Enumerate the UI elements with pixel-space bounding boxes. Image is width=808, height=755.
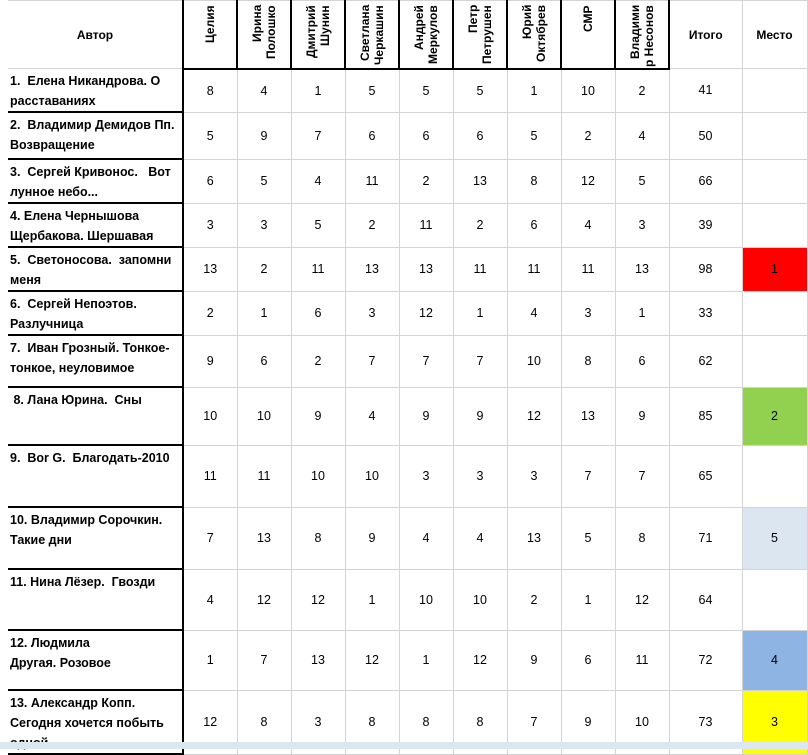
place-cell[interactable]: 3 (742, 690, 807, 754)
score-cell[interactable]: 10 (507, 335, 561, 387)
author-cell[interactable]: 6. Сергей Непоэтов. Разлучница (8, 291, 183, 335)
place-cell[interactable]: 1 (742, 247, 807, 291)
place-cell[interactable]: 4 (742, 630, 807, 690)
score-cell[interactable]: 5 (237, 159, 291, 203)
score-cell[interactable]: 6 (291, 291, 345, 335)
score-cell[interactable]: 2 (453, 203, 507, 247)
score-cell[interactable]: 7 (237, 630, 291, 690)
header-judge[interactable] (615, 1, 669, 69)
score-cell[interactable]: 8 (183, 69, 237, 113)
header-judge[interactable] (345, 1, 399, 69)
score-cell[interactable]: 13 (183, 247, 237, 291)
score-cell[interactable]: 3 (291, 690, 345, 754)
results-table (8, 0, 808, 755)
table-row (8, 335, 807, 387)
author-cell[interactable]: 3. Сергей Кривонос. Вот лунное небо... (8, 159, 183, 203)
score-cell[interactable]: 5 (561, 507, 615, 569)
score-cell[interactable]: 5 (399, 69, 453, 113)
score-cell[interactable]: 7 (507, 690, 561, 754)
place-cell[interactable] (742, 569, 807, 630)
score-cell[interactable]: 7 (453, 335, 507, 387)
total-cell[interactable]: 33 (669, 291, 742, 335)
score-cell[interactable]: 9 (399, 387, 453, 445)
score-cell[interactable]: 6 (561, 630, 615, 690)
table-row (8, 291, 807, 335)
score-cell[interactable]: 2 (291, 335, 345, 387)
score-cell[interactable]: 13 (237, 507, 291, 569)
header-judge[interactable] (399, 1, 453, 69)
score-cell[interactable]: 3 (453, 445, 507, 507)
score-cell[interactable]: 5 (453, 69, 507, 113)
score-cell[interactable]: 12 (615, 569, 669, 630)
header-author[interactable]: Автор (8, 1, 183, 69)
score-cell[interactable]: 10 (561, 69, 615, 113)
score-cell[interactable]: 1 (507, 69, 561, 113)
score-cell[interactable]: 2 (561, 112, 615, 159)
score-cell[interactable]: 7 (561, 445, 615, 507)
score-cell[interactable]: 13 (615, 247, 669, 291)
score-cell[interactable]: 4 (561, 203, 615, 247)
score-cell[interactable]: 11 (561, 247, 615, 291)
total-cell[interactable]: 98 (669, 247, 742, 291)
author-cell[interactable]: 7. Иван Грозный. Тонкое-тонкое, неуловимое (8, 335, 183, 387)
score-cell[interactable]: 10 (291, 445, 345, 507)
total-cell[interactable]: 62 (669, 335, 742, 387)
total-cell[interactable]: 66 (669, 159, 742, 203)
author-cell[interactable]: 11. Нина Лёзер. Гвозди (8, 569, 183, 630)
table-row (8, 69, 807, 113)
header-judge[interactable] (561, 1, 615, 69)
score-cell[interactable]: 2 (399, 159, 453, 203)
score-cell[interactable]: 12 (453, 630, 507, 690)
score-cell[interactable]: 9 (453, 387, 507, 445)
score-cell[interactable]: 8 (237, 690, 291, 754)
score-cell[interactable]: 2 (615, 69, 669, 113)
score-cell[interactable]: 6 (507, 203, 561, 247)
score-cell[interactable]: 1 (615, 291, 669, 335)
score-cell[interactable]: 4 (291, 159, 345, 203)
table-row (8, 387, 807, 445)
score-cell[interactable]: 12 (291, 569, 345, 630)
header-total[interactable]: Итого (669, 1, 742, 69)
table-row (8, 569, 807, 630)
score-cell[interactable]: 6 (453, 112, 507, 159)
score-cell[interactable]: 1 (291, 69, 345, 113)
score-cell[interactable]: 11 (345, 159, 399, 203)
place-cell[interactable] (742, 112, 807, 159)
total-cell[interactable]: 50 (669, 112, 742, 159)
score-cell[interactable]: 1 (453, 291, 507, 335)
score-cell[interactable]: 11 (291, 247, 345, 291)
total-cell[interactable]: 85 (669, 387, 742, 445)
header-row (8, 1, 807, 69)
author-cell[interactable]: 8. Лана Юрина. Сны (8, 387, 183, 445)
place-cell[interactable] (742, 203, 807, 247)
header-judge[interactable] (507, 1, 561, 69)
header-judge[interactable] (291, 1, 345, 69)
author-cell[interactable]: 4. Елена Чернышова Щербакова. Шершавая (8, 203, 183, 247)
total-cell[interactable]: 73 (669, 690, 742, 754)
score-cell[interactable]: 4 (453, 507, 507, 569)
score-cell[interactable]: 9 (237, 112, 291, 159)
score-cell[interactable]: 9 (291, 387, 345, 445)
score-cell[interactable]: 12 (561, 159, 615, 203)
score-cell[interactable]: 2 (345, 203, 399, 247)
header-place[interactable]: Место (742, 1, 807, 69)
table-row (8, 159, 807, 203)
author-cell[interactable]: 5. Светоносова. запомни меня (8, 247, 183, 291)
score-cell[interactable]: 7 (345, 335, 399, 387)
score-cell[interactable]: 1 (345, 569, 399, 630)
score-cell[interactable]: 10 (237, 387, 291, 445)
score-cell[interactable]: 4 (237, 69, 291, 113)
header-judge-label: Ирина Полошко (250, 5, 278, 59)
score-cell[interactable]: 4 (507, 291, 561, 335)
score-cell[interactable]: 2 (237, 247, 291, 291)
score-cell[interactable]: 2 (183, 291, 237, 335)
place-cell[interactable]: 5 (742, 507, 807, 569)
author-cell[interactable]: 13. Александр Копп. Сегодня хочется побыть (8, 690, 183, 754)
score-cell[interactable]: 4 (399, 507, 453, 569)
table-row (8, 112, 807, 159)
table-row (8, 507, 807, 569)
score-cell[interactable]: 6 (237, 335, 291, 387)
score-cell[interactable]: 6 (183, 159, 237, 203)
author-cell[interactable]: 10. Владимир Сорочкин. Такие дни (8, 507, 183, 569)
score-cell[interactable]: 4 (345, 387, 399, 445)
score-cell[interactable]: 13 (399, 247, 453, 291)
score-cell[interactable]: 7 (291, 112, 345, 159)
header-judge-label: Дмитрий Шунин (304, 5, 332, 58)
author-cell[interactable]: 9. Bor G. Благодать-2010 (8, 445, 183, 507)
score-cell[interactable]: 3 (399, 445, 453, 507)
total-cell[interactable]: 65 (669, 445, 742, 507)
header-judge[interactable] (453, 1, 507, 69)
score-cell[interactable]: 9 (183, 335, 237, 387)
score-cell[interactable]: 8 (453, 690, 507, 754)
score-cell[interactable]: 6 (615, 335, 669, 387)
score-cell[interactable]: 4 (183, 569, 237, 630)
total-cell[interactable]: 39 (669, 203, 742, 247)
place-cell[interactable]: 2 (742, 387, 807, 445)
place-cell[interactable] (742, 445, 807, 507)
header-judge-label: Петр Петрушен (466, 5, 494, 64)
score-cell[interactable]: 12 (507, 387, 561, 445)
author-cell[interactable]: 2. Владимир Демидов Пп. Возвращение (8, 112, 183, 159)
score-cell[interactable]: 10 (615, 690, 669, 754)
author-cell[interactable]: 1. Елена Никандрова. О расставаниях (8, 69, 183, 113)
score-cell[interactable]: 5 (345, 69, 399, 113)
score-cell[interactable]: 3 (561, 291, 615, 335)
score-cell[interactable]: 8 (345, 690, 399, 754)
place-cell[interactable] (742, 69, 807, 113)
score-cell[interactable]: 8 (291, 507, 345, 569)
table-row (8, 247, 807, 291)
header-judge-label: Светлана Черкашин (358, 5, 386, 65)
score-cell[interactable]: 8 (507, 159, 561, 203)
score-cell[interactable]: 3 (237, 203, 291, 247)
score-cell[interactable]: 10 (183, 387, 237, 445)
score-cell[interactable]: 13 (507, 507, 561, 569)
score-cell[interactable]: 11 (453, 247, 507, 291)
score-cell[interactable]: 13 (291, 630, 345, 690)
score-cell[interactable]: 12 (237, 569, 291, 630)
score-cell[interactable]: 13 (453, 159, 507, 203)
score-cell[interactable]: 12 (345, 630, 399, 690)
score-cell[interactable]: 8 (561, 335, 615, 387)
score-cell[interactable]: 2 (507, 569, 561, 630)
score-cell[interactable]: 3 (615, 203, 669, 247)
score-cell[interactable]: 1 (399, 630, 453, 690)
score-cell[interactable]: 6 (399, 112, 453, 159)
place-cell[interactable] (742, 159, 807, 203)
score-cell[interactable]: 11 (237, 445, 291, 507)
score-cell[interactable]: 13 (561, 387, 615, 445)
score-cell[interactable]: 10 (453, 569, 507, 630)
score-cell[interactable]: 4 (615, 112, 669, 159)
header-judge-label: Целия (203, 5, 217, 43)
score-cell[interactable]: 6 (345, 112, 399, 159)
score-cell[interactable]: 11 (399, 203, 453, 247)
score-cell[interactable]: 7 (183, 507, 237, 569)
score-cell[interactable]: 12 (183, 690, 237, 754)
author-cell[interactable]: 12. Людмила Другая. Розовое (8, 630, 183, 690)
total-cell[interactable]: 72 (669, 630, 742, 690)
score-cell[interactable]: 11 (615, 630, 669, 690)
score-cell[interactable]: 11 (507, 247, 561, 291)
score-cell[interactable]: 9 (345, 507, 399, 569)
total-cell[interactable]: 64 (669, 569, 742, 630)
header-judge-label: Андрей Меркулов (412, 5, 440, 64)
score-cell[interactable]: 3 (183, 203, 237, 247)
header-judge-label: Владими р Несонов (628, 5, 656, 67)
header-judge[interactable] (237, 1, 291, 69)
score-cell[interactable]: 3 (507, 445, 561, 507)
score-cell[interactable]: 1 (561, 569, 615, 630)
header-judge[interactable] (183, 1, 237, 69)
header-judge-label: Юрий Октябрев (520, 5, 548, 63)
score-cell[interactable]: 13 (345, 247, 399, 291)
score-cell[interactable]: 5 (615, 159, 669, 203)
score-cell[interactable]: 8 (615, 507, 669, 569)
table-row (8, 203, 807, 247)
score-cell[interactable]: 5 (291, 203, 345, 247)
score-cell[interactable]: 7 (399, 335, 453, 387)
score-cell[interactable]: 10 (345, 445, 399, 507)
score-cell[interactable]: 9 (507, 630, 561, 690)
score-cell[interactable]: 9 (615, 387, 669, 445)
total-cell[interactable]: 41 (669, 69, 742, 113)
place-cell[interactable] (742, 335, 807, 387)
score-cell[interactable]: 11 (183, 445, 237, 507)
place-cell[interactable] (742, 291, 807, 335)
table-row (8, 630, 807, 690)
score-cell[interactable]: 3 (345, 291, 399, 335)
score-cell[interactable]: 12 (399, 291, 453, 335)
header-judge-label: СМР (581, 5, 595, 32)
score-cell[interactable]: 1 (183, 630, 237, 690)
table-row (8, 445, 807, 507)
score-cell[interactable]: 1 (237, 291, 291, 335)
score-cell[interactable]: 7 (615, 445, 669, 507)
total-cell[interactable]: 71 (669, 507, 742, 569)
scroll-area-edge (0, 742, 808, 749)
score-cell[interactable]: 5 (183, 112, 237, 159)
score-cell[interactable]: 10 (399, 569, 453, 630)
score-cell[interactable]: 9 (561, 690, 615, 754)
score-cell[interactable]: 8 (399, 690, 453, 754)
score-cell[interactable]: 5 (507, 112, 561, 159)
